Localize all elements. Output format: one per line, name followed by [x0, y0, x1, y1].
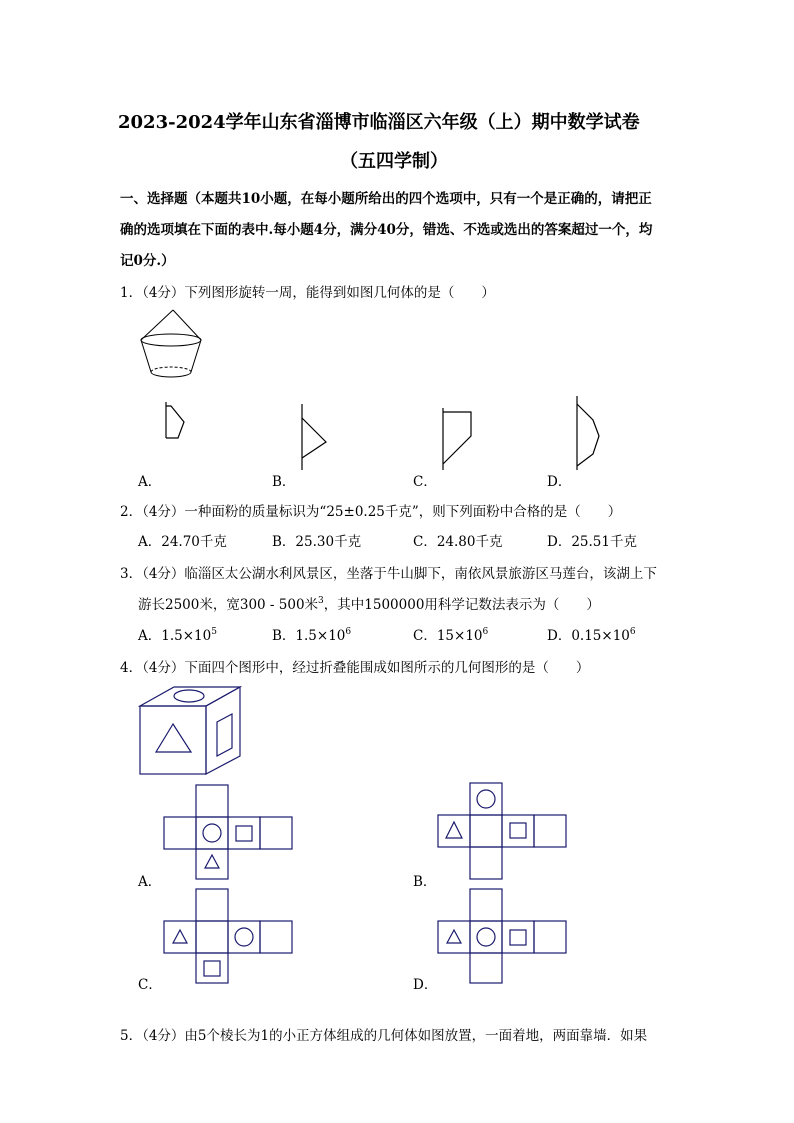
q1-option-a-label[interactable]: A．: [138, 474, 162, 490]
q3-option-a-exp: 5: [211, 627, 217, 637]
q3-option-a[interactable]: [138, 624, 217, 644]
question-2-stem: 2．（4分）一种面粉的质量标识为“25±0.25千克”，则下列面粉中合格的是（ ）: [120, 504, 622, 520]
q4-cube-figure: [139, 686, 243, 776]
q3-stem-text-b: ，其中1500000用科学记数法表示为（ ）: [323, 597, 600, 613]
section-instructions-line3: 记0分.）: [120, 253, 175, 269]
q2-option-b[interactable]: B．25.30千克: [272, 534, 362, 550]
q3-option-b-base: B．1.5×10: [272, 628, 346, 644]
q4-option-c-net: [164, 888, 296, 984]
q4-option-d-net: [438, 888, 570, 984]
section-instructions-line2: 确的选项填在下面的表中.每小题4分，满分40分，错选、不选或选出的答案超过一个，均: [120, 222, 653, 238]
q1-option-b-label[interactable]: B．: [272, 474, 296, 490]
q3-option-d-base: D．0.15×10: [547, 628, 630, 644]
q4-option-b-net: [438, 782, 570, 880]
q3-option-c-exp: 6: [482, 627, 489, 637]
q1-option-b-figure: [298, 404, 330, 470]
question-5-stem: 5．（4分）由5个棱长为1的小正方体组成的几何体如图放置，一面着地，两面靠墙．如果: [120, 1028, 648, 1044]
question-3-stem-line1: 3．（4分）临淄区太公湖水利风景区，坐落于牛山脚下，南依风景旅游区马莲台，该湖上下: [120, 566, 657, 582]
section-instructions-line1: 一、选择题（本题共10小题，在每小题所给出的四个选项中，只有一个是正确的，请把正: [120, 191, 652, 207]
q2-option-c[interactable]: C．24.80千克: [413, 534, 503, 550]
q3-option-b-exp: 6: [345, 627, 352, 637]
q3-stem-superscript: 3: [318, 596, 324, 606]
question-4-stem: 4．（4分）下面四个图形中，经过折叠能围成如图所示的几何图形的是（ ）: [120, 660, 590, 676]
q1-option-a-figure: [162, 400, 192, 440]
q1-option-d-label[interactable]: D．: [547, 474, 572, 490]
paper-subtitle: （五四学制）: [340, 151, 448, 172]
q3-option-d-exp: 6: [629, 627, 636, 637]
q4-option-a-net: [164, 784, 296, 880]
q3-option-c[interactable]: [413, 624, 488, 644]
q1-option-d-figure: [573, 396, 603, 470]
q4-option-c-label[interactable]: C．: [138, 977, 162, 993]
paper-title: 2023-2024学年山东省淄博市临淄区六年级（上）期中数学试卷: [118, 112, 640, 133]
q4-option-a-label[interactable]: A．: [138, 874, 162, 890]
q2-option-a[interactable]: A．24.70千克: [138, 534, 227, 550]
q1-solid-figure: [138, 308, 208, 384]
q3-option-d[interactable]: [547, 624, 636, 644]
q3-stem-text-a: 游长2500米，宽300 - 500米: [138, 597, 319, 613]
q4-option-b-label[interactable]: B．: [413, 874, 437, 890]
q3-option-b[interactable]: [272, 624, 351, 644]
q4-option-d-label[interactable]: D．: [413, 977, 438, 993]
q3-option-a-base: A．1.5×10: [138, 628, 212, 644]
question-3-stem-line2: [138, 593, 600, 613]
q1-option-c-label[interactable]: C．: [413, 474, 437, 490]
q3-option-c-base: C．15×10: [413, 628, 483, 644]
question-1-stem: 1．（4分）下列图形旋转一周，能得到如图几何体的是（ ）: [120, 285, 495, 301]
q1-option-c-figure: [440, 408, 474, 470]
q2-option-d[interactable]: D．25.51千克: [547, 534, 637, 550]
